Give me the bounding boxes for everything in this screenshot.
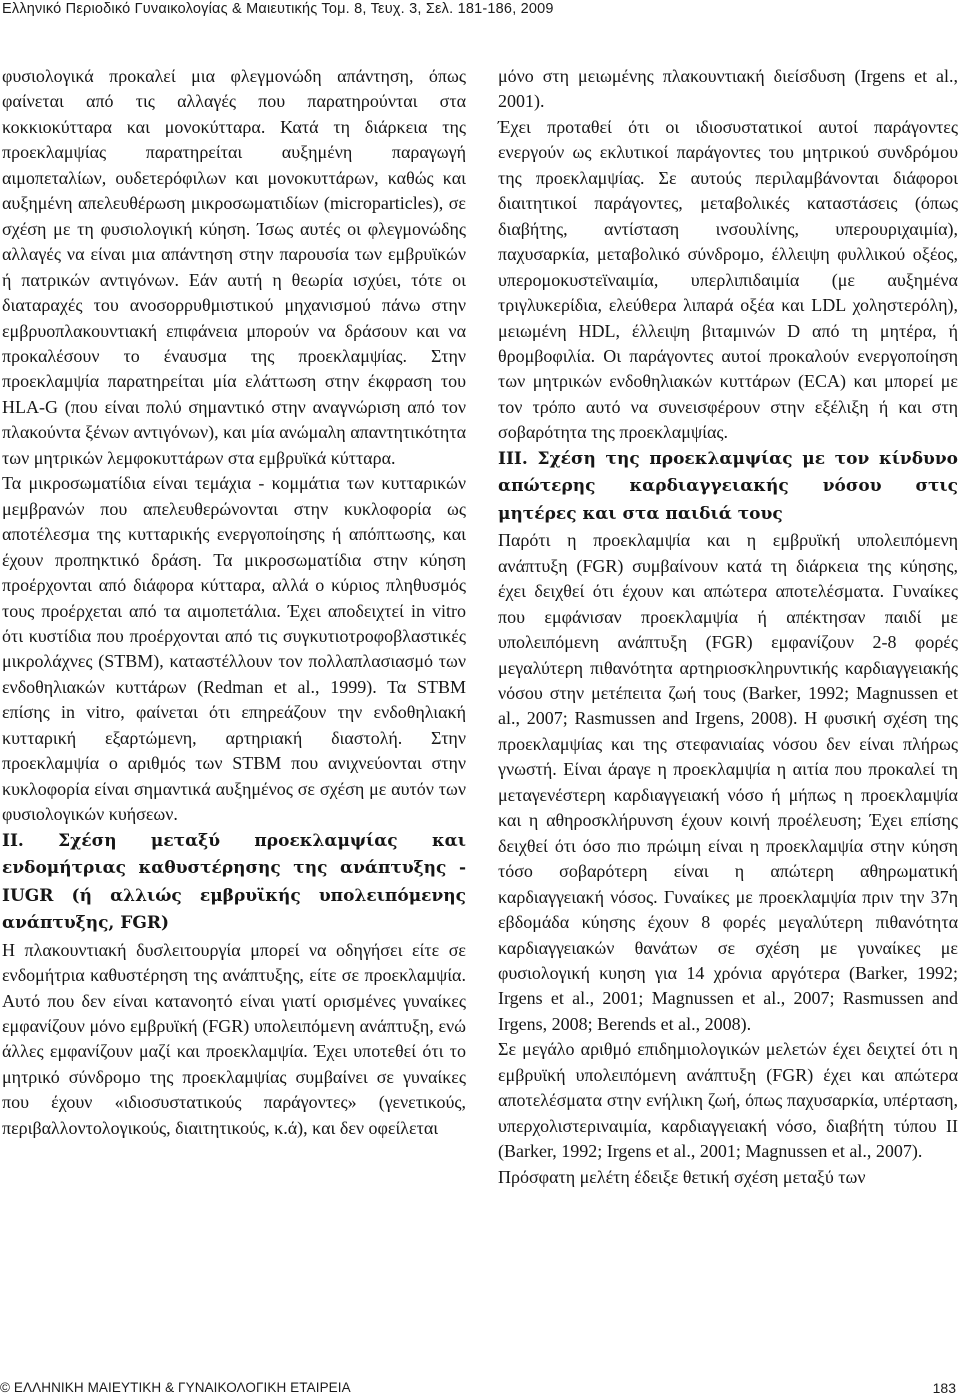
footer-copyright: © ΕΛΛΗΝΙΚΗ ΜΑΙΕΥΤΙΚΗ & ΓΥΝΑΙΚΟΛΟΓΙΚΗ ΕΤΑΙΡΕΙΑ [0, 1380, 351, 1395]
body-paragraph: Τα μικροσωματίδια είναι τεμάχια - κομμάτια των κυτταρικών μεμβρανών που απελευθερώνονται στην κυκλοφορία ως αποτέλεσμα της κυτταρικής ενεργοποίησης ή απόπτωσης, και έχουν προπηκτικό δράση. Τα μικροσωματίδια στην κύηση προέρχονται από διάφορα κύτταρα, αλλά ο κύριος πληθυσμός τους προέρχεται από τα αιμοπετάλια. Έχει αποδειχτεί in vitro ότι κυστίδια που προέρχονται από τις συγκυτιοτροφοβλαστικές μικρολάχνες (STBM), καταστέλλουν τον πολλαπλασιασμό των ενδοθηλιακών κυττάρων (Redman et al., 1999). Τα STBM επίσης in vitro, φαίνεται ότι επηρεάζουν την ενδοθηλιακή κυτταρική εξαρτώμενη, αρτηριακή διαστολή. Στην προεκλαμψία ο αριθμός των STBM που ανιχνεύονται στην κυκλοφορία είναι σημαντικά αυξημένος σε σχέση με αυτόν των φυσιολογικών κυήσεων. [2, 473, 466, 825]
left-text-column [2, 64, 466, 1141]
right-text-column [498, 64, 958, 1190]
body-paragraph: μόνο στη μειωμένης πλακουντιακή διείσδυση (Irgens et al., 2001). [498, 66, 958, 112]
journal-running-header: Ελληνικό Περιοδικό Γυναικολογίας & Μαιευτικής Τομ. 8, Τευχ. 3, Σελ. 181-186, 2009 [2, 1, 554, 17]
page-number: 183 [932, 1380, 956, 1396]
body-paragraph: Πρόσφατη μελέτη έδειξε θετική σχέση μεταξύ των [498, 1166, 866, 1187]
body-paragraph: Έχει προταθεί ότι οι ιδιοσυστατικοί αυτοί παράγοντες ενεργούν ως εκλυτικοί παράγοντες του μητρικού συνδρόμου της προεκλαμψίας. Σε αυτούς περιλαμβάνονται διάφοροι διαιτητικοί παράγοντες, μεταβολικές καταστάσεις (όπως διαβήτης, αντίσταση ινσουλίνης, υπερουριχαιμία), παχυσαρκία, μεταβολικό σύνδρομο, έλλειψη φυλλικού οξέος, υπερομοκυστεϊναιμία, υπερλιπιδαιμία (με αυξημένα τριγλυκερίδια, ελεύθερα λιπαρά οξέα και LDL χοληστερόλη), μειωμένη HDL, έλλειψη βιταμινών D από τη μητέρα, ή θρομβοφιλία. Οι παράγοντες αυτοί προκαλούν ενεργοποίηση των μητρικών ενδοθηλιακών κυττάρων (ECA) και μπορεί με τον τρόπο αυτό να συνεισφέρουν στην εξέλιξη ή και στη σοβαρότητα της προεκλαμψίας. [498, 116, 958, 443]
section-heading-2: ΙΙ. Σχέση μεταξύ προεκλαμψίας και ενδομήτριας καθυστέρησης της ανάπτυξης - IUGR (ή αλλιώς εμβρυϊκής υπολειπόμενης ανάπτυξης, FGR) [2, 830, 466, 934]
body-paragraph: Παρότι η προεκλαμψία και η εμβρυϊκή υπολειπόμενη ανάπτυξη (FGR) συμβαίνουν κατά τη διάρκεια της κύησης, έχει δειχθεί ότι έχουν και απώτερα αποτελέσματα. Γυναίκες που εμφάνισαν προεκλαμψία ή απέκτησαν παιδί με υπολειπόμενη ανάπτυξη (FGR) εμφανίζουν 2-8 φορές μεγαλύτερη πιθανότητα αρτηριοσκληρυντικής καρδιαγγειακής νόσου στην μετέπειτα ζωή τους (Barker, 1992; Magnussen et al., 2007; Rasmussen and Irgens, 2008). Η φυσική σχέση της προεκλαμψίας και της στεφανιαίας νόσου δεν είναι πλήρως γνωστή. Είναι άραγε η προεκλαμψία η αιτία που προκαλεί τη μεταγενέστερη καρδιαγγειακή νόσο ή μήπως η προεκλαμψία και η αθηροσκλήρυνση έχουν κοινή προέλευση; Έχει επίσης δειχθεί ότι όσο πιο πρώιμη είναι η προεκλαμψία στην κύηση τόσο σοβαρότερη είναι η απώτερη αθηρωματική καρδιαγγειακή νόσος. Γυναίκες με προεκλαμψία πριν την 37η εβδομάδα κύησης έχουν 8 φορές μεγαλύτερη πιθανότητα καρδιαγγειακών θανάτων σε σχέση με γυναίκες με φυσιολογική κυηση για 14 χρόνια αργότερα (Barker, 1992; Irgens et al., 2001; Magnussen et al., 2007; Rasmussen and Irgens, 2008; Berends et al., 2008). [498, 530, 958, 1034]
body-paragraph: Σε μεγάλο αριθμό επιδημιολογικών μελετών έχει δειχτεί ότι η εμβρυϊκή υπολειπόμενη ανάπτυξη (FGR) έχει και απώτερα αποτελέσματα στην ενήλικη ζωή, όπως παχυσαρκία, υπέρταση, υπερχολιστεριναιμία, καρδιαγγειακή νόσο, διαβήτη τύπου ΙΙ (Barker, 1992; Irgens et al., 2001; Magnussen et al., 2007). [498, 1039, 958, 1162]
body-paragraph: φυσιολογικά προκαλεί μια φλεγμονώδη απάντηση, όπως φαίνεται από τις αλλαγές που παρατηρούνται στα κοκκιοκύτταρα και μονοκύτταρα. Κατά τη διάρκεια της προεκλαμψίας παρατηρείται αυξημένη παραγωγή αιμοπεταλίων, ουδετερόφιλων και μονοκυττάρων, καθώς και αυξημένη απελευθέρωση μικροσωματιδίων (microparticles), σε σχέση με τη φυσιολογική κύηση. Ίσως αυτές οι φλεγμονώδης αλλαγές να είναι μια απάντηση στην παρουσία των εμβρυϊκών ή πατρικών αντιγόνων. Εάν αυτή η θεωρία ισχύει, τότε οι διαταραχές του ανοσορρυθμιστικού μηχανισμού πάνω στην εμβρυοπλακουντιακή επιφάνεια μπορούν να δράσουν και να προκαλέσουν το έναυσμα της προεκλαμψίας. Στην προεκλαμψία παρατηρείται μία ελάττωση στην έκφραση του HLA-G (που είναι πολύ σημαντικό στην αναγνώριση από τον πλακούντα ξένων αντιγόνων), και μία ανώμαλη απαντητικότητα των μητρικών λεμφοκυττάρων στα εμβρυϊκά κύτταρα. [2, 66, 466, 468]
section-heading-3: ΙΙΙ. Σχέση της προεκλαμψίας με τον κίνδυνο απώτερης καρδιαγγειακής νόσου στις μητέρες και στα παιδιά τους [498, 448, 958, 524]
body-paragraph: Η πλακουντιακή δυσλειτουργία μπορεί να οδηγήσει είτε σε ενδομήτρια καθυστέρηση της ανάπτυξης, είτε σε προεκλαμψία. Αυτό που δεν είναι κατανοητό είναι γιατί ορισμένες γυναίκες εμφανίζουν μόνο εμβρυϊκή (FGR) υπολειπόμενη ανάπτυξη, ενώ άλλες εμφανίζουν μαζί και προεκλαμψία. Έχει υποτεθεί ότι το μητρικό σύνδρομο της προεκλαμψίας συμβαίνει σε γυναίκες που έχουν «ιδιοσυστατικούς παράγοντες» (γενετικούς, περιβαλλοντολογικούς, διαιτητικούς, κ.ά), και δεν οφείλεται [2, 939, 466, 1138]
